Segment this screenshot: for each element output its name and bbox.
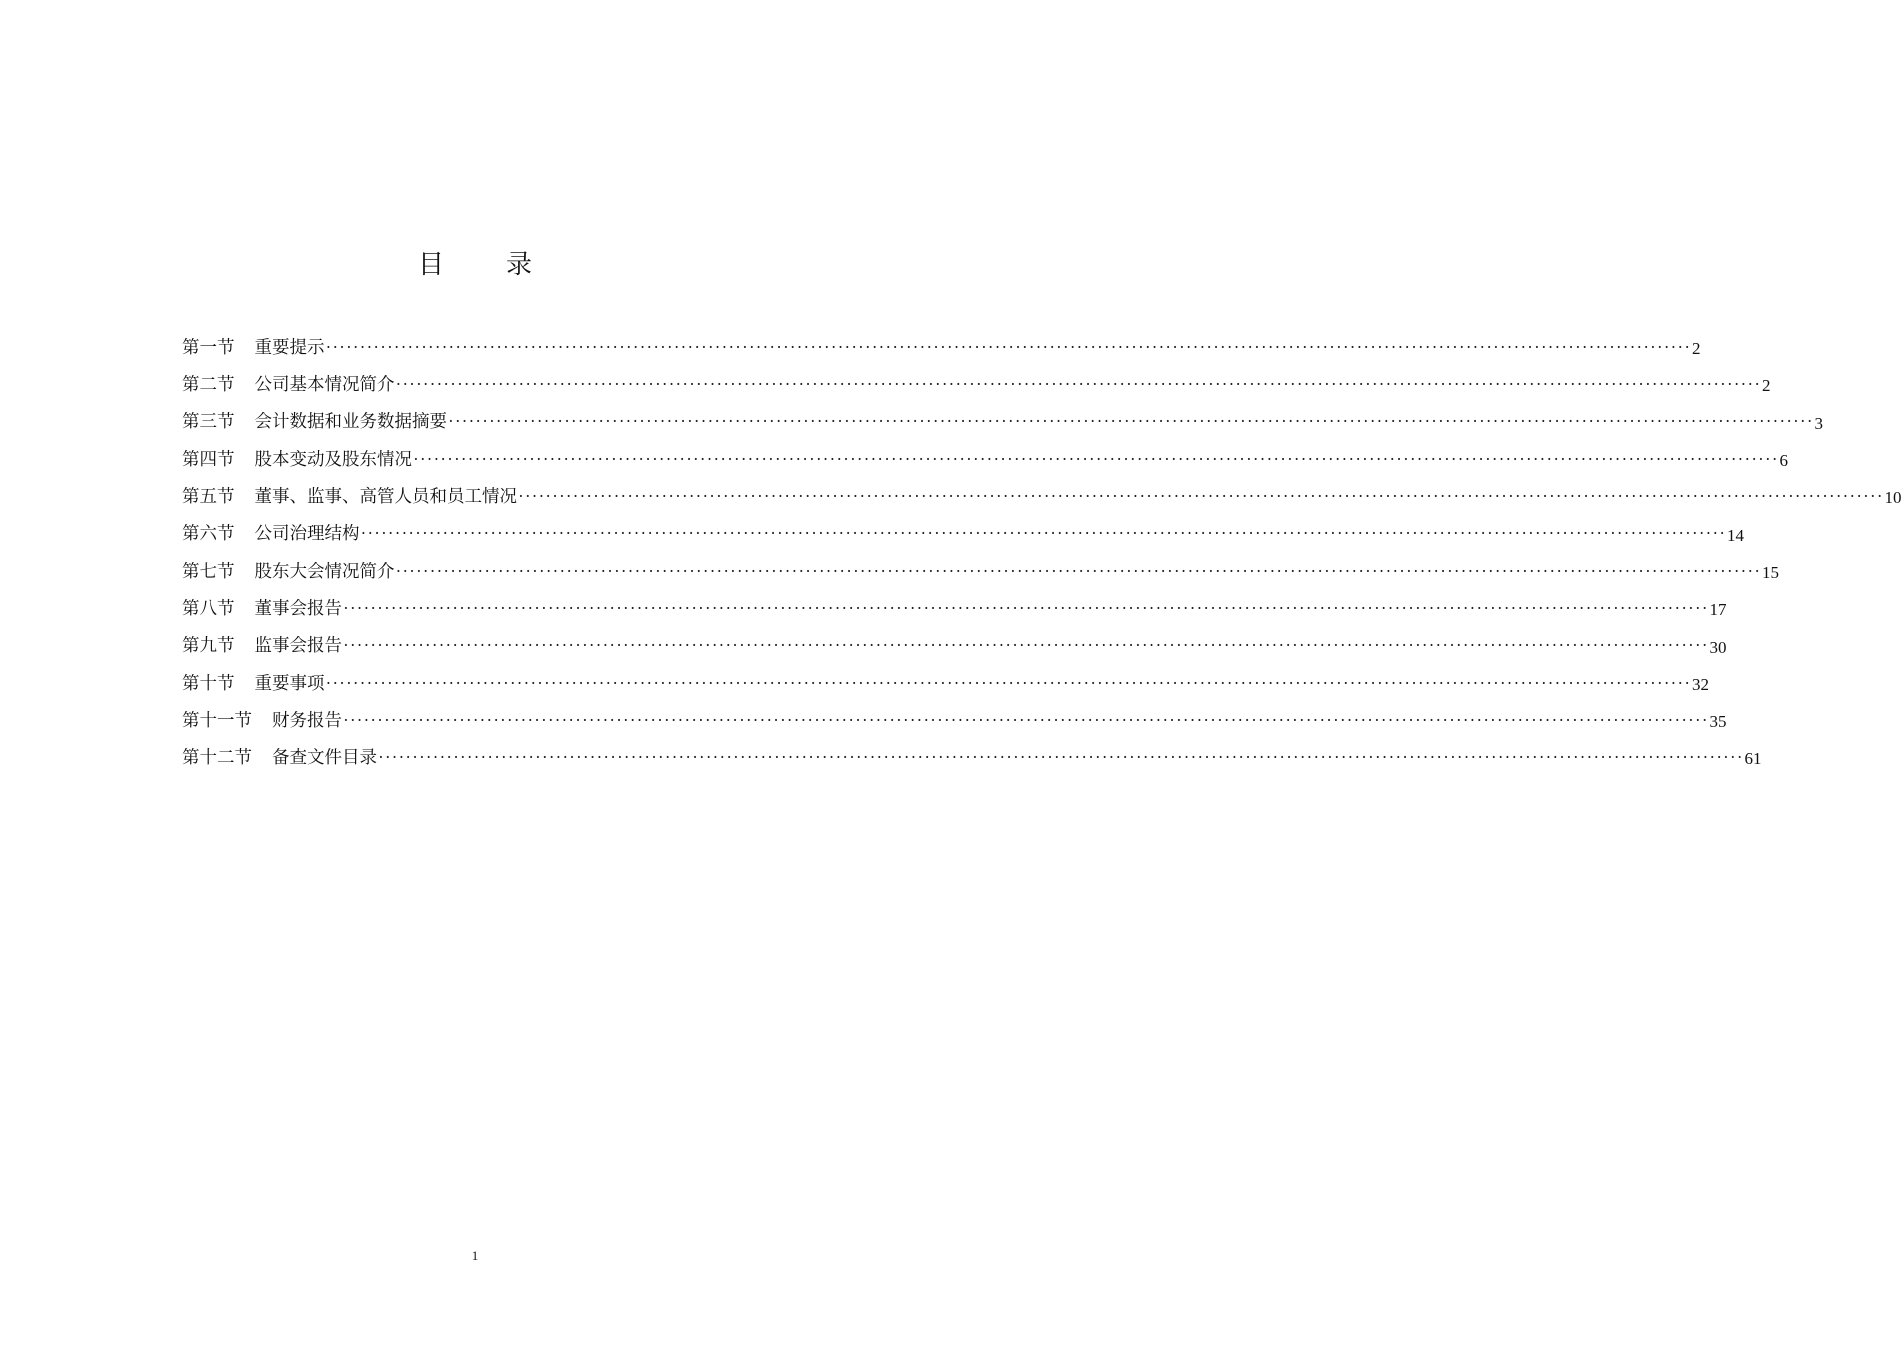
toc-dot-leader: ········································································································································································································ [343, 597, 1709, 618]
toc-entry-section: 第八节 [182, 598, 235, 619]
toc-entry[interactable] [182, 330, 1701, 367]
toc-entry[interactable] [182, 554, 1780, 591]
toc-dot-leader: ········································································································································································································ [448, 411, 1814, 432]
toc-entry-section: 第四节 [182, 449, 235, 470]
toc-dot-leader: ········································································································································································································ [325, 672, 1692, 693]
toc-entry[interactable] [182, 479, 1902, 516]
toc-entry-page: 30 [1709, 637, 1727, 657]
toc-entry-section: 第七节 [182, 561, 235, 582]
toc-dot-leader: ········································································································································································································ [343, 709, 1709, 730]
toc-entry-page: 15 [1762, 562, 1780, 582]
toc-entry-section: 第三节 [182, 412, 235, 433]
toc-entry-section: 第九节 [182, 636, 235, 657]
toc-dot-leader: ········································································································································································································ [378, 747, 1744, 768]
toc-entry-page: 32 [1692, 674, 1710, 694]
toc-entry-title: 监事会报告 [254, 636, 342, 657]
toc-entry-title: 股本变动及股东情况 [254, 449, 412, 470]
toc-entry-page: 35 [1709, 712, 1727, 732]
toc-entry-page: 17 [1709, 600, 1727, 620]
toc-entry[interactable] [182, 591, 1727, 628]
toc-entry-section: 第十一节 [182, 710, 252, 731]
toc-entry-section: 第十二节 [182, 748, 252, 769]
toc-dot-leader: ········································································································································································································ [413, 448, 1779, 469]
toc-entry-section: 第六节 [182, 524, 235, 545]
toc-entry[interactable] [182, 740, 1762, 777]
toc-entry[interactable] [182, 405, 1824, 442]
toc-entry-title: 财务报告 [272, 710, 342, 731]
toc-entry-section: 第一节 [182, 337, 235, 358]
toc-dot-leader: ········································································································································································································ [343, 635, 1709, 656]
toc-entry-title: 股东大会情况简介 [254, 561, 395, 582]
toc-entry-title: 备查文件目录 [272, 748, 377, 769]
toc-dot-leader: ········································································································································································································ [518, 486, 1884, 507]
toc-entry[interactable] [182, 367, 1771, 404]
toc-heading-char-2: 录 [506, 250, 533, 280]
toc-entry-page: 6 [1779, 451, 1789, 471]
toc-dot-leader: ········································································································································································································ [395, 374, 1762, 395]
toc-entry-page: 2 [1762, 376, 1771, 396]
toc-entry-page: 61 [1744, 749, 1762, 769]
toc-heading [0, 244, 950, 281]
toc-dot-leader: ········································································································································································································ [395, 560, 1762, 581]
toc-entry-title: 董事会报告 [254, 598, 342, 619]
toc-entry-page: 2 [1692, 339, 1701, 359]
toc-entry-page: 14 [1727, 525, 1745, 545]
table-of-contents [182, 330, 1902, 778]
toc-entry-page: 10 [1884, 488, 1902, 508]
toc-entry-section: 第十节 [182, 673, 235, 694]
toc-entry-title: 会计数据和业务数据摘要 [254, 412, 447, 433]
toc-entry-title: 重要提示 [254, 337, 325, 358]
toc-entry-title: 公司治理结构 [254, 524, 360, 545]
toc-entry[interactable] [182, 666, 1710, 703]
toc-entry-title: 重要事项 [254, 673, 325, 694]
toc-entry[interactable] [182, 628, 1727, 665]
toc-entry-title: 公司基本情况简介 [254, 375, 395, 396]
toc-dot-leader: ········································································································································································································ [360, 523, 1727, 544]
toc-dot-leader: ········································································································································································································ [325, 336, 1692, 357]
page-number: 1 [471, 1248, 479, 1263]
toc-entry-section: 第二节 [182, 375, 235, 396]
toc-heading-char-1: 目 [417, 250, 444, 280]
toc-entry-page: 3 [1814, 413, 1824, 433]
toc-entry[interactable] [182, 442, 1789, 479]
toc-entry-title: 董事、监事、高管人员和员工情况 [254, 487, 517, 508]
toc-entry-section: 第五节 [182, 487, 235, 508]
toc-entry[interactable] [182, 516, 1745, 553]
toc-entry[interactable] [182, 703, 1727, 740]
